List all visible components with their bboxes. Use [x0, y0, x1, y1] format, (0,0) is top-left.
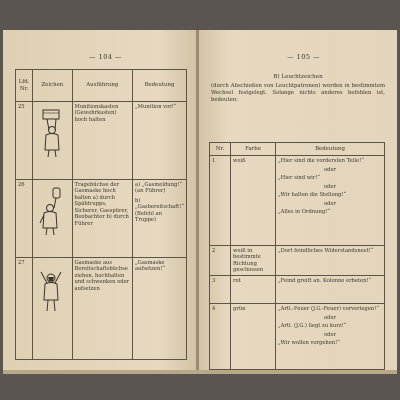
- gas-mask-signal-figure: [37, 264, 67, 320]
- open-book: [3, 30, 397, 372]
- row-nr: 26: [16, 180, 33, 258]
- row-nr: 4: [210, 304, 231, 370]
- table-row: [16, 180, 187, 258]
- row-ausfuehrung: Tragebüchse der Gasmaske hoch halten a) durch Spähtrupps, Sicherer, Gasspürer, Beobachter b) durch Führer: [72, 180, 132, 258]
- row-nr: 2: [210, 246, 231, 276]
- row-nr: 25: [16, 102, 33, 180]
- table-header-row: [16, 70, 187, 102]
- row-farbe: weiß in bestimmte Richtung geschossen: [231, 246, 276, 276]
- col-header-bedeutung: Bedeutung: [276, 143, 385, 156]
- bedeutung-line: „Wir wollen vorgehen!“: [278, 339, 340, 346]
- table-row: [16, 258, 187, 360]
- col-header-bedeutung: Bedeutung: [132, 70, 186, 102]
- table-row: [210, 304, 385, 370]
- oder-text: oder: [324, 167, 336, 173]
- section-title: B) Leuchtzeichen: [273, 74, 323, 80]
- bedeutung-line: „Wir halten die Stellung!“: [278, 191, 347, 198]
- oder-text: oder: [324, 201, 336, 207]
- row-farbe: grün: [231, 304, 276, 370]
- page-number-right: — 105 —: [287, 53, 321, 61]
- row-figure-cell: [33, 258, 72, 360]
- row-ausfuehrung: Gasmaske aus Bereitschaftsbüchse ziehen, hochhalten und schwenken oder aufsetzen: [72, 258, 132, 360]
- oder-text: oder: [324, 184, 336, 190]
- gas-mask-bag-signal-figure: [37, 186, 67, 236]
- section-intro: [211, 74, 385, 104]
- row-farbe: rot: [231, 276, 276, 304]
- oder-text: oder: [324, 315, 336, 321]
- table-row: [210, 276, 385, 304]
- row-bedeutung: „Dort feindliches Widerstandsnest!“: [276, 246, 385, 276]
- table-row: [210, 156, 385, 246]
- row-nr: 27: [16, 258, 33, 360]
- page-number-left: — 104 —: [89, 53, 123, 61]
- bedeutung-line: „Hier sind die vordersten Teile!“: [278, 157, 364, 164]
- oder-text: oder: [324, 332, 336, 338]
- table-row: [210, 246, 385, 276]
- table-header-row: [210, 143, 385, 156]
- col-header-nr: Lfd. Nr.: [16, 70, 33, 102]
- bedeutung-line: „Alles in Ordnung!“: [278, 208, 330, 215]
- col-header-zeichen: Zeichen: [33, 70, 72, 102]
- table-row: [16, 102, 187, 180]
- row-figure-cell: [33, 180, 72, 258]
- row-bedeutung: „Gasmaske aufsetzen!“: [132, 258, 186, 360]
- bedeutung-line: „Artl. (J.G.) liegt zu kurz!“: [278, 322, 347, 329]
- row-bedeutung-cell: [276, 156, 385, 246]
- row-nr: 3: [210, 276, 231, 304]
- row-bedeutung-cell: [276, 304, 385, 370]
- row-nr: 1: [210, 156, 231, 246]
- bedeutung-line: „Hier sind wir!“: [278, 174, 321, 181]
- intro-text: (durch Abschießen von Leuchtpatronen) werden in bestimmtem Wechsel festgelegt. Solange nichts anderes befohlen ist, bedeuten:: [211, 82, 385, 103]
- row-ausfuehrung: Munitionskasten (Gewehrkasten) hoch halten: [72, 102, 132, 180]
- row-figure-cell: [33, 102, 72, 180]
- ammunition-box-signal-figure: [37, 108, 67, 158]
- row-farbe: weiß: [231, 156, 276, 246]
- signal-table-right: [209, 142, 385, 370]
- bedeutung-a: a) „Gasmeldung!“ (an Führer): [134, 181, 183, 194]
- left-page: [3, 30, 197, 372]
- row-bedeutung: „Feind greift an. Kolonne erbeten!“: [276, 276, 385, 304]
- col-header-nr: Nr.: [210, 143, 231, 156]
- bedeutung-line: „Artl.-Feuer (J.G.-Feuer) vorverlegen!“: [278, 305, 379, 312]
- row-bedeutung-cell: [132, 180, 186, 258]
- signal-table-left: [15, 69, 187, 360]
- right-page: [199, 30, 397, 372]
- bedeutung-b: b) „Gasbereitschaft!“ (Befehl an Truppe): [134, 197, 184, 223]
- page-edge: [3, 370, 397, 374]
- col-header-ausfuehrung: Ausführung: [72, 70, 132, 102]
- row-bedeutung: „Munition vor!“: [132, 102, 186, 180]
- col-header-farbe: Farbe: [231, 143, 276, 156]
